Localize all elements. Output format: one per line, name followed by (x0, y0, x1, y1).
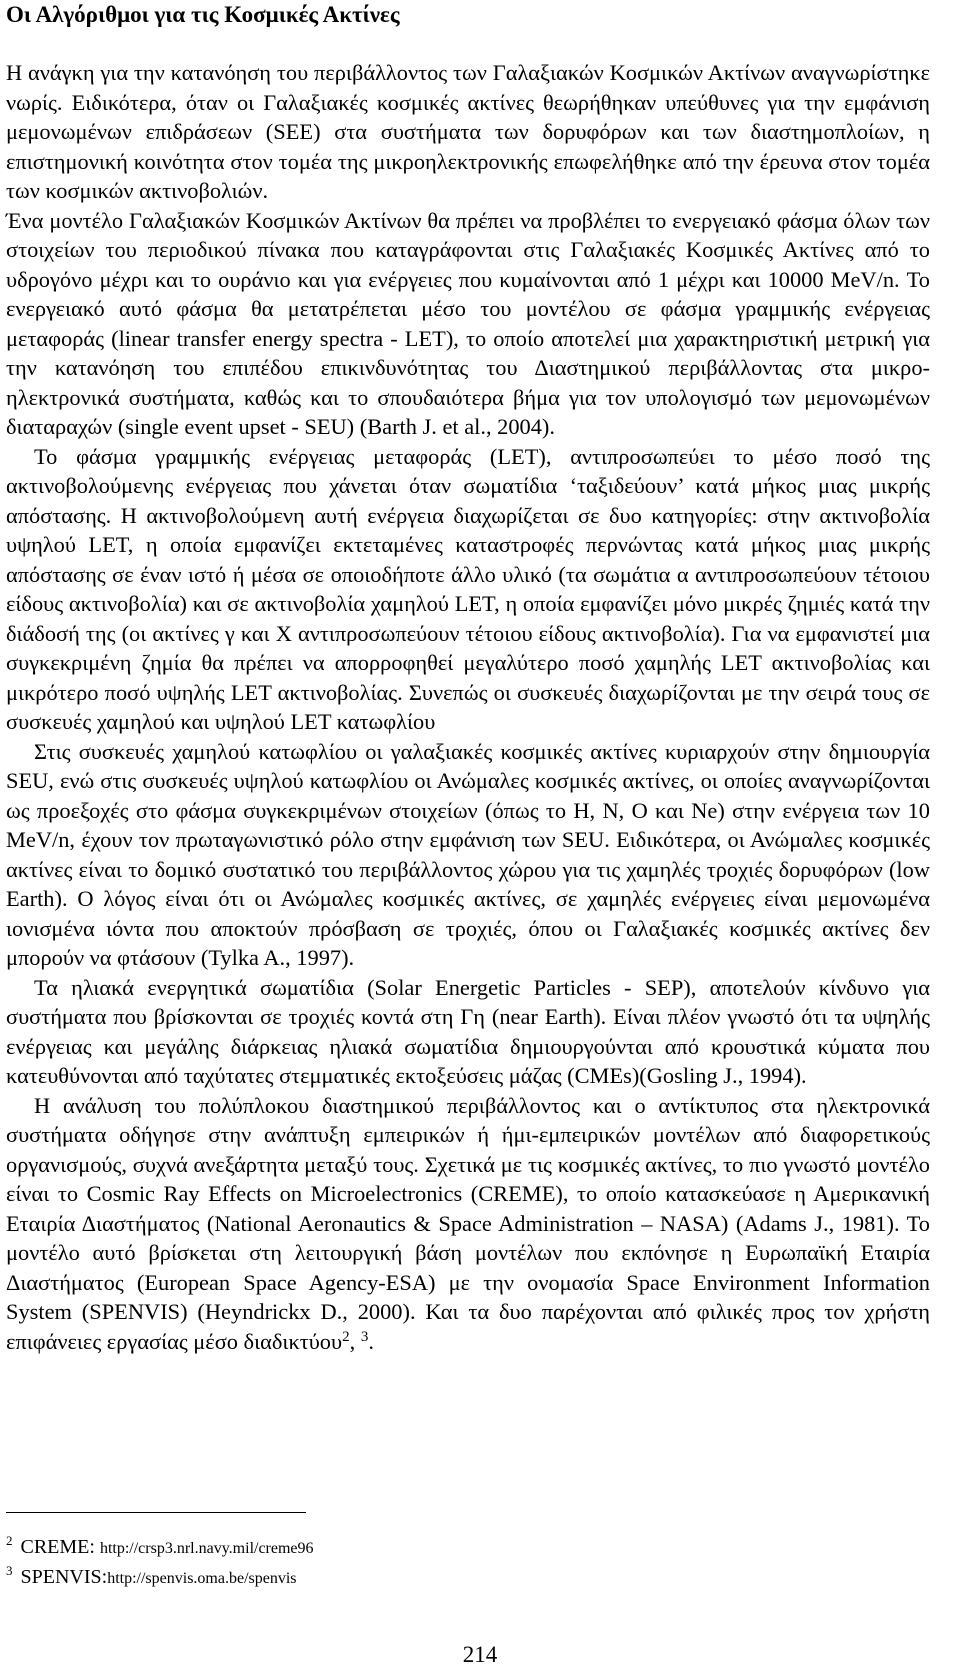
footnote-3 (6, 1563, 706, 1593)
paragraph-4: Στις συσκευές χαμηλού κατωφλίου οι γαλαξιακές κοσμικές ακτίνες κυριαρχούν στην δημιουργία SEU, ενώ στις συσκευές υψηλού κατωφλίου οι Ανώμαλες κοσμικές ακτίνες, οι οποίες αναγνωρίζονται ως προεξοχές στο φάσμα συγκεκριμένων στοιχείων (όπως το H, N, O και Ne) στην ενέργεια των 10 MeV/n, έχουν τον πρωταγωνιστικό ρόλο στην εμφάνιση των SEU. Ειδικότερα, οι Ανώμαλες κοσμικές ακτίνες είναι το δομικό συστατικό του περιβάλλοντος χώρου για τις χαμηλές τροχιές δορυφόρων (low Earth). Ο λόγος είναι ότι οι Ανώμαλες κοσμικές ακτίνες, σε χαμηλές ενέργειες είναι μεμονωμένα ιονισμένα ιόντα που αποκτούν πρόσβαση σε τροχιές, όπου οι Γαλαξιακές κοσμικές ακτίνες δεν μπορούν να φτάσουν (Tylka A., 1997). (6, 738, 930, 970)
paragraph-6-end: . (368, 1328, 374, 1354)
footnote-number: 3 (6, 1563, 13, 1578)
footnote-ref-separator: , (349, 1328, 356, 1354)
footnote-divider (6, 1512, 306, 1513)
footnote-2 (6, 1533, 706, 1563)
paragraph-5: Τα ηλιακά ενεργητικά σωματίδια (Solar Energetic Particles - SEP), αποτελούν κίνδυνο για συστήματα που βρίσκονται σε τροχιές κοντά στη Γη (near Earth). Είναι πλέον γνωστό ότι τα υψηλής ενέργειας και μεγάλης διάρκειας ηλιακά σωματίδια δημιουργούνται από κρουστικά κύματα που κατευθύνονται από ταχύτατες στεμματικές εκτοξεύσεις μάζας (CMEs)(Gosling J., 1994). (6, 974, 930, 1088)
footnotes (6, 1533, 706, 1593)
paragraph-1: Η ανάγκη για την κατανόηση του περιβάλλοντος των Γαλαξιακών Κοσμικών Ακτίνων αναγνωρίστηκε νωρίς. Ειδικότερα, όταν οι Γαλαξιακές κοσμικές ακτίνες θεωρήθηκαν υπεύθυνες για την εμφάνιση μεμονωμένων επιδράσεων (SEE) στα συστήματα των δορυφόρων και των διαστημοπλοίων, η επιστημονική κοινότητα στον τομέα της μικροηλεκτρονικής επωφελήθηκε από την έρευνα στον τομέα των κοσμικών ακτινοβολιών. (6, 60, 930, 203)
footnote-link[interactable]: http://spenvis.oma.be/spenvis (107, 1570, 297, 1587)
footnote-ref-2[interactable]: 2 (342, 1328, 350, 1345)
paragraph-2: Ένα μοντέλο Γαλαξιακών Κοσμικών Ακτίνων θα πρέπει να προβλέπει το ενεργειακό φάσμα όλων των στοιχείων του περιοδικού πίνακα που καταγράφονται στις Γαλαξιακές Κοσμικές Ακτίνες από το υδρογόνο μέχρι και το ουράνιο και για ενέργειες που κυμαίνονται από 1 μέχρι και 10000 MeV/n. Το ενεργειακό αυτό φάσμα θα μετατρέπεται μέσο του μοντέλου σε φάσμα γραμμικής ενέργειας μεταφοράς (linear transfer energy spectra - LET), το οποίο αποτελεί μια χαρακτηριστική μετρική για την κατανόηση του επιπέδου επικινδυνότητας του Διαστημικού περιβάλλοντας στα μικρο-ηλεκτρονικά συστήματα, καθώς και το σπουδαιότερα βήμα για τον υπολογισμό των μεμονωμένων διαταραχών (single event upset - SEU) (Barth J. et al., 2004). (6, 207, 930, 439)
footnote-number: 2 (6, 1533, 13, 1548)
footnote-ref-3[interactable]: 3 (360, 1328, 369, 1345)
body-text (6, 58, 930, 1356)
section-heading: Οι Αλγόριθμοι για τις Κοσμικές Ακτίνες (6, 2, 400, 27)
footnote-label: CREME: (20, 1536, 95, 1558)
paragraph-6 (6, 1091, 930, 1357)
page-number: 214 (462, 1642, 498, 1667)
footnote-label: SPENVIS: (20, 1566, 108, 1588)
paragraph-6-text: Η ανάλυση του πολύπλοκου διαστημικού περιβάλλοντος και ο αντίκτυπος στα ηλεκτρονικά συστήματα οδήγησε στην ανάπτυξη εμπειρικών ή ήμι-εμπειρικών μοντέλων από διαφορετικούς οργανισμούς, συχνά ανεξάρτητα μεταξύ τους. Σχετικά με τις κοσμικές ακτίνες, το πιο γνωστό μοντέλο είναι το Cosmic Ray Effects on Microelectronics (CREME), το οποίο κατασκεύασε η Αμερικανική Εταιρία Διαστήματος (National Aeronautics & Space Administration – NASA) (Adams J., 1981). Το μοντέλο αυτό βρίσκεται στη λειτουργική βάση μοντέλων που εκπόνησε η Ευρωπαϊκή Εταιρία Διαστήματος (European Space Agency-ESA) με την ονομασία Space Environment Information System (SPENVIS) (Heyndrickx D., 2000). Και τα δυο παρέχονται από φιλικές προς τον χρήστη επιφάνειες εργασίας μέσο διαδικτύου (6, 1092, 930, 1354)
footnote-link[interactable]: http://crsp3.nrl.navy.mil/creme96 (99, 1540, 314, 1557)
paragraph-3: Το φάσμα γραμμικής ενέργειας μεταφοράς (LET), αντιπροσωπεύει το μέσο ποσό της ακτινοβολούμενης ενέργειας που χάνεται όταν σωματίδια ‘ταξιδεύουν’ κατά μήκος μιας μικρής απόστασης. Η ακτινοβολούμενη αυτή ενέργεια διαχωρίζεται σε δυο κατηγορίες: στην ακτινοβολία υψηλού LET, η οποία εμφανίζει εκτεταμένες καταστροφές περνώντας κατά μήκος μιας μικρής απόστασης σε έναν ιστό ή μέσα σε οποιοδήποτε άλλο υλικό (τα σωμάτια α αντιπροσωπεύουν τέτοιου είδους ακτινοβολία) και σε ακτινοβολία χαμηλού LET, η οποία εμφανίζει μόνο μικρές ζημιές κατά την διάδοσή της (οι ακτίνες γ και Χ αντιπροσωπεύουν τέτοιου είδους ακτινοβολία). Για να εμφανιστεί μια συγκεκριμένη ζημία θα πρέπει να απορροφηθεί μεγαλύτερο ποσό χαμηλής LET ακτινοβολίας και μικρότερο ποσό υψηλής LET ακτινοβολίας. Συνεπώς οι συσκευές διαχωρίζονται με την σειρά τους σε συσκευές χαμηλού και υψηλού LET κατωφλίου (6, 443, 930, 734)
